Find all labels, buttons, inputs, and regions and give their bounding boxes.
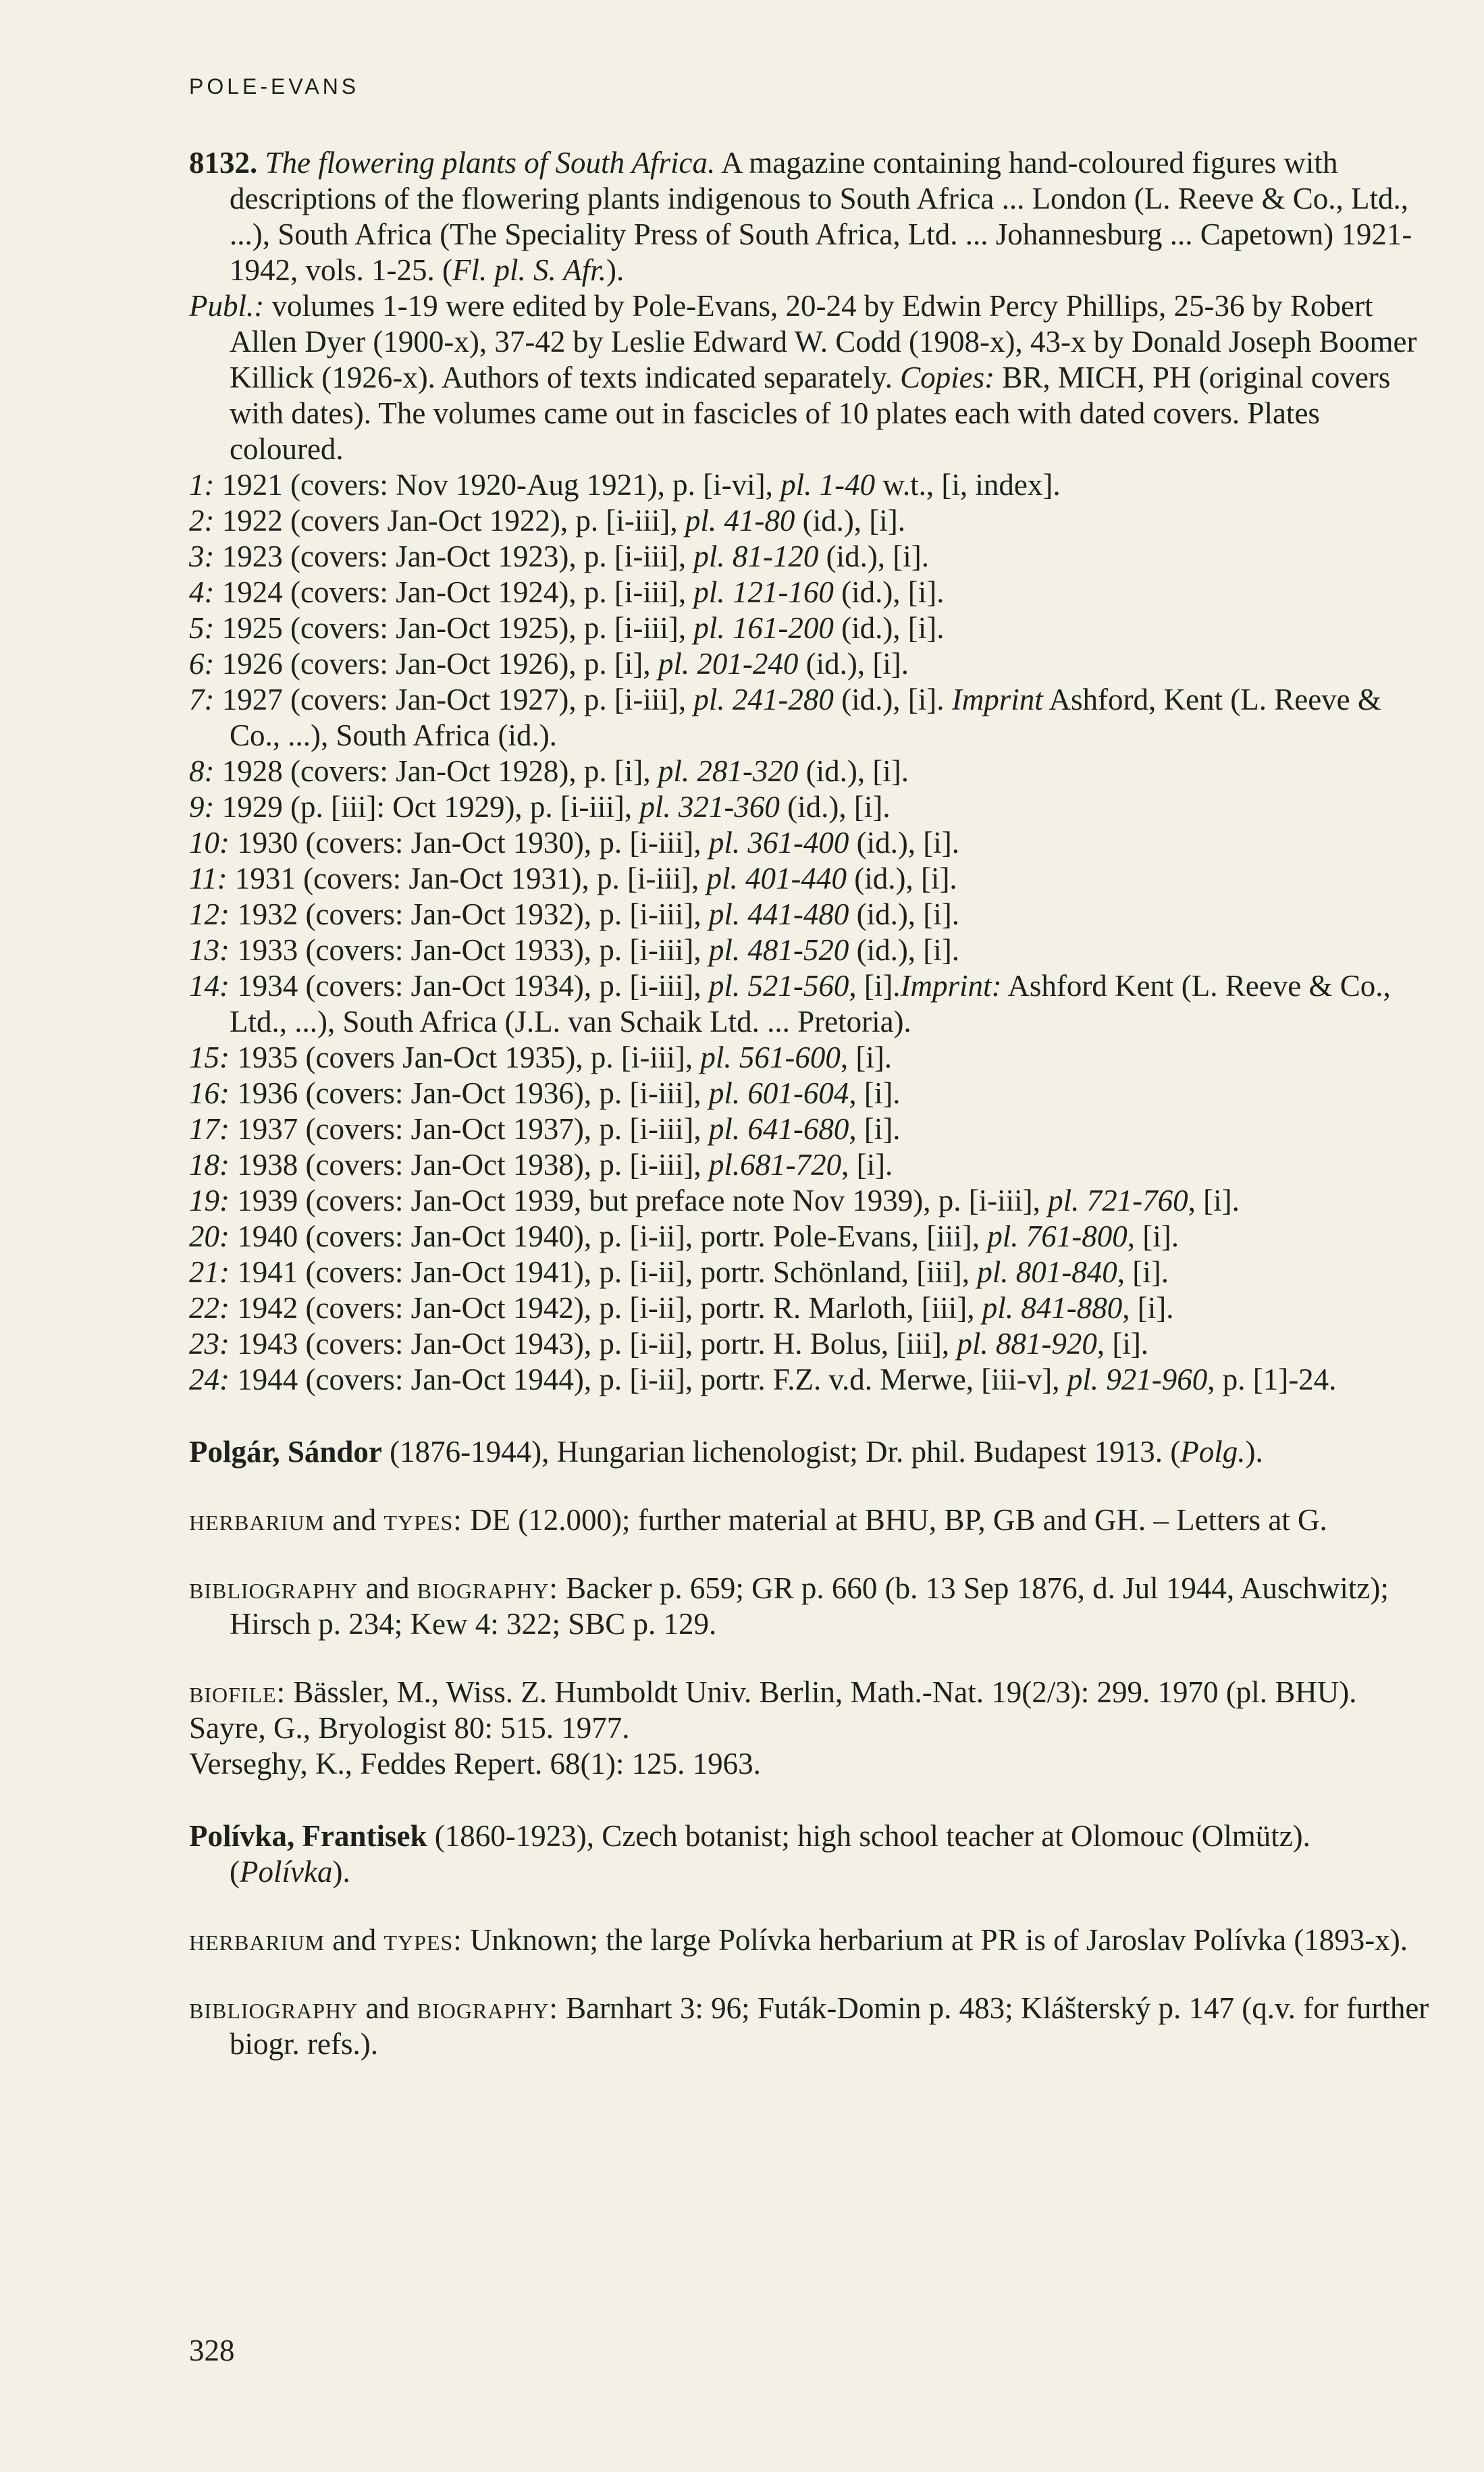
volume-suffix: , [i]. [840,1041,893,1074]
volume-details: 1935 (covers Jan-Oct 1935), p. [i-iii], [230,1041,701,1074]
polivka-bibliography [189,1991,1431,2062]
volume-suffix: , [i]. [1096,1327,1149,1361]
volume-plates: pl. 361-400 [708,826,849,860]
volume-details: 1940 (covers: Jan-Oct 1940), p. [i-ii], portr. Pole-Evans, [iii], [230,1219,988,1253]
volume-item [189,1076,1431,1111]
volume-suffix: (id.), [i]. [818,540,930,573]
bibliography-label: bibliography [189,1571,359,1605]
volume-number: 24: [189,1363,230,1396]
and-word: and [358,1991,417,2025]
volume-number: 2: [189,504,215,537]
volume-details: 1930 (covers: Jan-Oct 1930), p. [i-iii], [230,826,709,860]
volume-item [189,682,1431,754]
polgar-abbrev: Polg. [1180,1435,1246,1469]
herbarium-label: herbarium [189,1923,325,1957]
entry-description: A magazine containing hand-coloured figures with descriptions of the flowering plants indigenous to South Africa ... London (L. Reeve & Co., Ltd., ...), South Africa (The Speciality Press of South Africa, Ltd. ... Johannesburg ... Capetown) 1921-1942, vols. 1-25. ( [230,146,1412,287]
volume-suffix: (id.), [i]. [798,754,909,788]
volume-plates: pl. 321-360 [639,790,780,824]
volume-suffix: (id.), [i]. [846,862,957,895]
polivka-intro-close: ). [332,1855,350,1889]
polivka-herbarium-text: Unknown; the large Polívka herbarium at PR is of Jaroslav Polívka (1893-x). [462,1923,1408,1957]
and-word: and [325,1503,384,1537]
polgar-herbarium [189,1502,1431,1538]
volume-number: 18: [189,1148,230,1182]
volume-details: 1925 (covers: Jan-Oct 1925), p. [i-iii], [214,611,694,645]
volume-suffix: , [i]. [1188,1184,1240,1217]
entry-title: The flowering plants of South Africa. [265,146,716,180]
volume-suffix: (id.), [i]. [849,826,960,860]
volume-item [189,610,1431,646]
volume-details: 1936 (covers: Jan-Oct 1936), p. [i-iii], [230,1076,709,1110]
volume-details: 1921 (covers: Nov 1920-Aug 1921), p. [i-vi], [214,468,781,502]
volume-item [189,539,1431,575]
types-label: types: [383,1923,462,1957]
volume-item [189,1362,1431,1398]
volume-imprint-text: Ashford Kent (L. Reeve & Co., Ltd., ...), South Africa (J.L. van Schaik Ltd. ... Pretoria). [230,969,1391,1038]
volume-suffix: , p. [1]-24. [1207,1363,1337,1396]
polivka-herbarium [189,1922,1431,1958]
polivka-bibliography-text: Barnhart 3: 96; Futák-Domin p. 483; Klášterský p. 147 (q.v. for further biogr. refs.). [230,1991,1429,2061]
volume-plates: pl. 921-960 [1067,1363,1208,1396]
volume-imprint-text: Ashford, Kent (L. Reeve & Co., ...), South Africa (id.). [230,683,1381,752]
volume-imprint-label: Imprint: [900,969,1002,1003]
volume-details: 1939 (covers: Jan-Oct 1939, but preface note Nov 1939), p. [i-iii], [230,1184,1049,1217]
volume-plates: pl. 201-240 [658,647,799,681]
entry-number: 8132. [189,146,258,180]
volume-number: 17: [189,1112,230,1146]
entry-publication [189,288,1431,467]
copies-text: BR, MICH, PH (original covers with dates). The volumes came out in fascicles of 10 plates each with dated covers. Plates coloured. [230,361,1391,466]
volume-suffix: , [i]. [1127,1219,1179,1253]
volume-plates: pl. 1-40 [780,468,876,502]
volume-item [189,1111,1431,1147]
volume-number: 9: [189,790,215,824]
polivka-abbrev: Polívka [240,1855,333,1889]
volume-item [189,575,1431,610]
volume-details: 1938 (covers: Jan-Oct 1938), p. [i-iii], [230,1148,709,1182]
entry-abbrev-close: ). [606,253,625,287]
volume-item [189,789,1431,825]
volume-plates: pl. 401-440 [706,862,847,895]
volume-number: 3: [189,540,215,573]
volume-item [189,1255,1431,1290]
volume-suffix: , [i]. [849,969,901,1003]
volume-number: 12: [189,897,230,931]
polgar-intro: (1876-1944), Hungarian lichenologist; Dr. phil. Budapest 1913. ( [381,1435,1181,1469]
volume-plates: pl. 561-600 [700,1041,841,1074]
volume-details: 1929 (p. [iii]: Oct 1929), p. [i-iii], [214,790,640,824]
volume-number: 10: [189,826,230,860]
volume-number: 16: [189,1076,230,1110]
page-number: 328 [189,2334,235,2367]
polgar-biofile-3: Verseghy, K., Feddes Repert. 68(1): 125. 1963. [189,1747,761,1781]
volume-list [189,467,1431,1398]
volume-suffix: (id.), [i]. [833,611,945,645]
volume-suffix: (id.), [i]. [779,790,891,824]
volume-item [189,754,1431,789]
volume-number: 11: [189,862,228,895]
volume-suffix: (id.), [i]. [833,683,952,716]
volume-item [189,1326,1431,1362]
page-body [189,145,1431,2062]
volume-details: 1923 (covers: Jan-Oct 1923), p. [i-iii], [214,540,694,573]
entry-polgar [189,1434,1431,1470]
polivka-name: Polívka, Frantisek [189,1819,427,1853]
polgar-intro-close: ). [1245,1435,1263,1469]
volume-item [189,825,1431,861]
volume-item [189,1219,1431,1255]
volume-suffix: w.t., [i, index]. [875,468,1061,502]
volume-plates: pl. 641-680 [708,1112,849,1146]
volume-suffix: (id.), [i]. [849,897,960,931]
polivka-intro: (1860-1923), Czech botanist; high school teacher at Olomouc (Olmütz). ( [230,1819,1310,1889]
volume-plates: pl. 761-800 [987,1219,1128,1253]
volume-number: 14: [189,969,230,1003]
volume-details: 1942 (covers: Jan-Oct 1942), p. [i-ii], portr. R. Marloth, [iii], [230,1291,982,1325]
publ-text: volumes 1-19 were edited by Pole-Evans, 20-24 by Edwin Percy Phillips, 25-36 by Robert Allen Dyer (1900-x), 37-42 by Leslie Edward W. Codd (1908-x), 43-x by Donald Joseph Boomer Killick (1926-x). Authors of texts indicated separately. [230,289,1417,394]
volume-plates: pl. 721-760 [1048,1184,1188,1217]
volume-item [189,932,1431,968]
volume-plates: pl. 241-280 [693,683,834,716]
volume-item [189,503,1431,539]
running-head: POLE-EVANS [189,74,360,99]
volume-number: 19: [189,1184,230,1217]
volume-details: 1931 (covers: Jan-Oct 1931), p. [i-iii], [227,862,707,895]
entry-8132 [189,145,1431,288]
volume-plates: pl.681-720 [708,1148,842,1182]
polgar-herbarium-text: DE (12.000); further material at BHU, BP, GB and GH. – Letters at G. [462,1503,1327,1537]
volume-details: 1934 (covers: Jan-Oct 1934), p. [i-iii], [230,969,709,1003]
volume-suffix: (id.), [i]. [849,933,960,967]
biofile-ref: Bässler, M., Wiss. Z. Humboldt Univ. Berlin, Math.-Nat. 19(2/3): 299. 1970 (pl. BHU). [286,1675,1357,1709]
volume-plates: pl. 601-604 [708,1076,849,1110]
volume-item [189,1040,1431,1076]
volume-suffix: (id.), [i]. [795,504,906,537]
volume-details: 1941 (covers: Jan-Oct 1941), p. [i-ii], portr. Schönland, [iii], [230,1255,978,1289]
volume-suffix: , [i]. [849,1076,901,1110]
volume-number: 5: [189,611,215,645]
volume-item [189,1290,1431,1326]
volume-plates: pl. 41-80 [685,504,795,537]
and-word: and [358,1571,417,1605]
volume-details: 1928 (covers: Jan-Oct 1928), p. [i], [214,754,658,788]
volume-number: 22: [189,1291,230,1325]
volume-details: 1924 (covers: Jan-Oct 1924), p. [i-iii], [214,575,694,609]
volume-details: 1922 (covers Jan-Oct 1922), p. [i-iii], [214,504,685,537]
volume-number: 4: [189,575,215,609]
volume-suffix: , [i]. [1122,1291,1174,1325]
publ-label: Publ.: [189,289,265,323]
volume-details: 1933 (covers: Jan-Oct 1933), p. [i-iii], [230,933,709,967]
volume-number: 20: [189,1219,230,1253]
biofile-label: biofile: [189,1675,286,1709]
volume-imprint-label: Imprint [951,683,1043,716]
volume-item [189,861,1431,897]
volume-number: 6: [189,647,215,681]
volume-number: 13: [189,933,230,967]
volume-plates: pl. 841-880 [982,1291,1123,1325]
volume-plates: pl. 521-560 [708,969,849,1003]
volume-number: 15: [189,1041,230,1074]
volume-suffix: , [i]. [1117,1255,1169,1289]
volume-number: 8: [189,754,215,788]
and-word: and [325,1923,384,1957]
volume-number: 7: [189,683,215,716]
volume-number: 21: [189,1255,230,1289]
entry-abbreviation: Fl. pl. S. Afr. [452,253,606,287]
bibliography-label: bibliography [189,1991,359,2025]
volume-details: 1927 (covers: Jan-Oct 1927), p. [i-iii], [214,683,694,716]
polgar-bibliography [189,1571,1431,1642]
volume-plates: pl. 481-520 [708,933,849,967]
volume-plates: pl. 881-920 [957,1327,1097,1361]
herbarium-label: herbarium [189,1503,325,1537]
volume-suffix: (id.), [i]. [798,647,909,681]
volume-details: 1937 (covers: Jan-Oct 1937), p. [i-iii], [230,1112,709,1146]
volume-item [189,1147,1431,1183]
volume-item [189,646,1431,682]
volume-item [189,1183,1431,1219]
volume-plates: pl. 81-120 [693,540,819,573]
biography-label: biography: [417,1991,558,2025]
volume-details: 1932 (covers: Jan-Oct 1932), p. [i-iii], [230,897,709,931]
volume-details: 1944 (covers: Jan-Oct 1944), p. [i-ii], portr. F.Z. v.d. Merwe, [iii-v], [230,1363,1067,1396]
volume-number: 1: [189,468,215,502]
volume-plates: pl. 801-840 [977,1255,1117,1289]
entry-polivka [189,1818,1431,1890]
polgar-name: Polgár, Sándor [189,1435,382,1469]
volume-number: 23: [189,1327,230,1361]
volume-item [189,467,1431,503]
polgar-biofile-1 [189,1675,1431,1710]
polgar-bibliography-text: Backer p. 659; GR p. 660 (b. 13 Sep 1876, d. Jul 1944, Auschwitz); Hirsch p. 234; Kew 4: 322; SBC p. 129. [230,1571,1389,1641]
volume-suffix: , [i]. [849,1112,901,1146]
copies-label: Copies: [900,361,995,394]
volume-details: 1926 (covers: Jan-Oct 1926), p. [i], [214,647,658,681]
volume-plates: pl. 121-160 [693,575,834,609]
volume-plates: pl. 281-320 [658,754,799,788]
volume-details: 1943 (covers: Jan-Oct 1943), p. [i-ii], portr. H. Bolus, [iii], [230,1327,957,1361]
volume-item [189,968,1431,1040]
volume-plates: pl. 441-480 [708,897,849,931]
volume-plates: pl. 161-200 [693,611,834,645]
biography-label: biography: [417,1571,558,1605]
types-label: types: [383,1503,462,1537]
volume-suffix: , [i]. [841,1148,893,1182]
volume-suffix: (id.), [i]. [833,575,945,609]
volume-item [189,897,1431,932]
polgar-biofile-2: Sayre, G., Bryologist 80: 515. 1977. [189,1711,630,1745]
